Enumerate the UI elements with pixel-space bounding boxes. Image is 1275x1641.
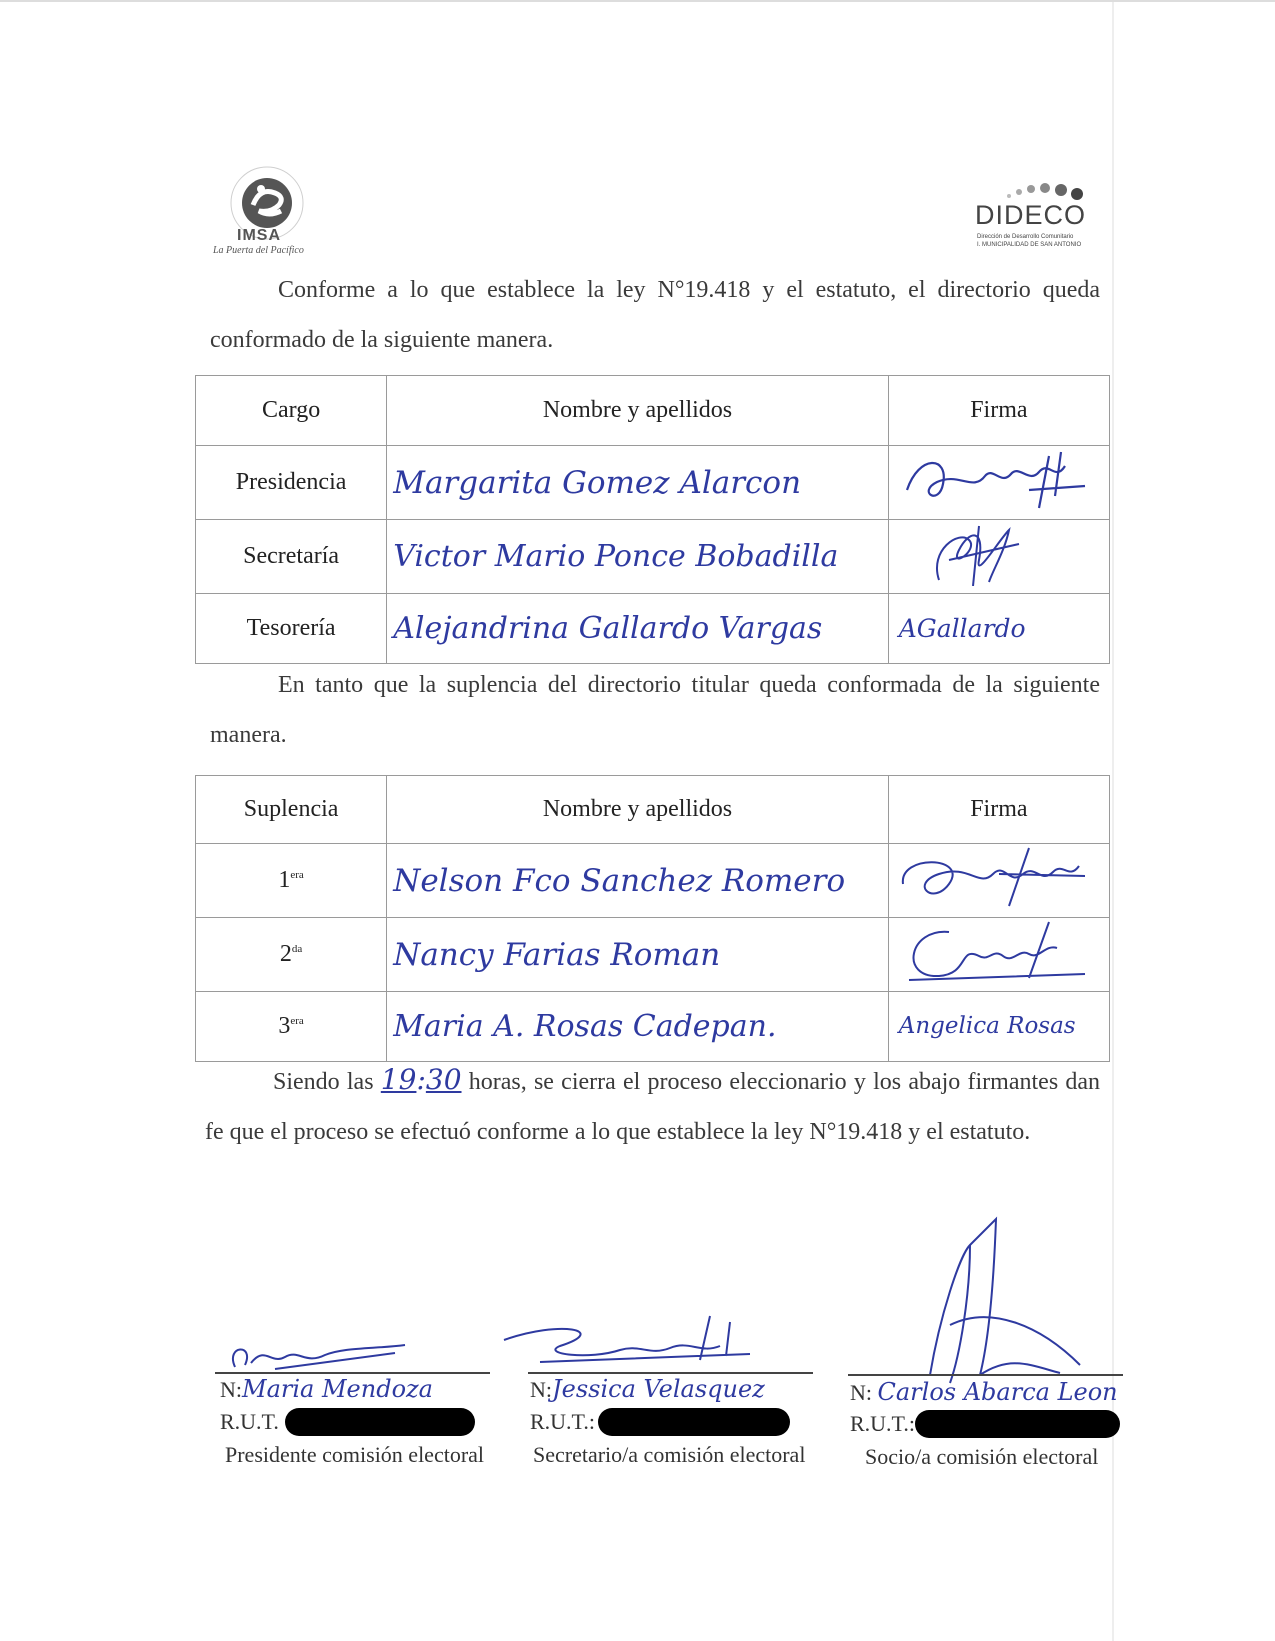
imsa-logo-tagline: La Puerta del Pacífico bbox=[213, 245, 304, 256]
signatory-2-rut-label: R.U.T.: bbox=[530, 1409, 595, 1434]
signatory-2-n: N:Jessica Velasquez bbox=[530, 1375, 765, 1403]
imsa-logo-name: IMSA bbox=[237, 227, 281, 244]
signatory-3-role: Socio/a comisión electoral bbox=[865, 1444, 1099, 1469]
closing-minute: 30 bbox=[425, 1063, 462, 1096]
nombre-cell bbox=[387, 992, 889, 1062]
signature-line bbox=[848, 1374, 1123, 1376]
signature-mark bbox=[910, 1215, 1090, 1385]
table-header: Firma bbox=[888, 376, 1109, 446]
handwritten-name: Nelson Fco Sanchez Romero bbox=[393, 862, 846, 899]
handwritten-name: Maria A. Rosas Cadepan. bbox=[393, 1009, 777, 1044]
nombre-cell bbox=[387, 446, 889, 520]
closing-after: horas, se cierra el proceso eleccionario y los abajo firmantes dan fe que el proceso se efectuó conforme a lo que establece la ley N°19.418 y el estatuto. bbox=[205, 1069, 1101, 1145]
signatory-3-name: Carlos Abarca Leon bbox=[877, 1378, 1118, 1406]
cargo-cell: Tesorería bbox=[196, 594, 387, 664]
redaction-bar bbox=[598, 1408, 790, 1436]
table-header: Nombre y apellidos bbox=[387, 376, 889, 446]
redaction-bar bbox=[285, 1408, 475, 1436]
dideco-logo bbox=[975, 180, 1095, 260]
table-row bbox=[196, 992, 1110, 1062]
suplencia-paragraph: En tanto que la suplencia del directorio titular queda conformada de la siguiente manera. bbox=[210, 672, 1100, 748]
nombre-cell bbox=[387, 918, 889, 992]
table-row bbox=[196, 918, 1110, 992]
handwritten-name: Alejandrina Gallardo Vargas bbox=[393, 611, 823, 646]
firma-cell bbox=[888, 918, 1109, 992]
signature-mark bbox=[889, 520, 1099, 586]
closing-hour: 19 bbox=[380, 1063, 417, 1096]
firma-cell bbox=[888, 594, 1109, 664]
nombre-cell bbox=[387, 594, 889, 664]
table-row bbox=[196, 520, 1110, 594]
dideco-logo-name: DIDECO bbox=[975, 200, 1087, 230]
signatory-1-n: N:Maria Mendoza bbox=[220, 1375, 433, 1403]
closing-sep: : bbox=[416, 1063, 426, 1096]
signature-mark bbox=[889, 918, 1099, 984]
cargo-cell: Secretaría bbox=[196, 520, 387, 594]
signature-mark bbox=[215, 1335, 415, 1375]
signature-line bbox=[215, 1372, 490, 1374]
table-header: Cargo bbox=[196, 376, 387, 446]
dideco-logo-line1: Dirección de Desarrollo Comunitario bbox=[977, 234, 1074, 240]
signature-text: Angelica Rosas bbox=[898, 1013, 1076, 1039]
firma-cell bbox=[888, 446, 1109, 520]
cargo-cell: Presidencia bbox=[196, 446, 387, 520]
signatory-1-rut-label: R.U.T. bbox=[220, 1409, 279, 1434]
table-header: Firma bbox=[888, 776, 1109, 844]
suplencia-number: $3^{era}$ bbox=[196, 992, 387, 1062]
signatory-1-name: Maria Mendoza bbox=[242, 1375, 433, 1403]
firma-cell bbox=[888, 992, 1109, 1062]
signature-mark bbox=[500, 1310, 760, 1370]
nombre-cell bbox=[387, 520, 889, 594]
signature-mark bbox=[889, 446, 1099, 512]
signatory-2-name: Jessica Velasquez bbox=[552, 1375, 765, 1403]
firma-cell bbox=[888, 520, 1109, 594]
dideco-dots-icon bbox=[1003, 180, 1093, 202]
table-header: Nombre y apellidos bbox=[387, 776, 889, 844]
handwritten-name: Victor Mario Ponce Bobadilla bbox=[393, 539, 839, 574]
table-header: Suplencia bbox=[196, 776, 387, 844]
suplencia-number: $2^{da}$ bbox=[196, 918, 387, 992]
handwritten-name: Nancy Farias Roman bbox=[393, 936, 721, 973]
firma-cell bbox=[888, 844, 1109, 918]
handwritten-name: Margarita Gomez Alarcon bbox=[393, 464, 802, 501]
intro-paragraph: Conforme a lo que establece la ley N°19.418 y el estatuto, el directorio queda conformado de la siguiente manera. bbox=[210, 277, 1100, 353]
redaction-bar bbox=[915, 1410, 1120, 1438]
signatory-3-n: N: Carlos Abarca Leon bbox=[850, 1378, 1118, 1406]
table-row bbox=[196, 446, 1110, 520]
signatory-2-role: Secretario/a comisión electoral bbox=[533, 1442, 806, 1467]
signatory-3-rut-label: R.U.T.: bbox=[850, 1411, 915, 1436]
closing-before: Siendo las bbox=[273, 1069, 374, 1095]
nombre-cell bbox=[387, 844, 889, 918]
suplencia-number: $1^{era}$ bbox=[196, 844, 387, 918]
signatory-1-role: Presidente comisión electoral bbox=[225, 1442, 485, 1467]
closing-paragraph bbox=[205, 1055, 1100, 1157]
table-row bbox=[196, 844, 1110, 918]
imsa-logo bbox=[205, 165, 325, 265]
suplencia-table bbox=[195, 775, 1110, 1062]
dideco-logo-line2: I. MUNICIPALIDAD DE SAN ANTONIO bbox=[977, 242, 1082, 248]
directorio-table bbox=[195, 375, 1110, 664]
signature-line bbox=[528, 1372, 813, 1374]
signature-text: AGallardo bbox=[898, 613, 1026, 643]
table-row bbox=[196, 594, 1110, 664]
signature-mark bbox=[889, 844, 1099, 910]
scan-edge-top bbox=[0, 0, 1275, 2]
